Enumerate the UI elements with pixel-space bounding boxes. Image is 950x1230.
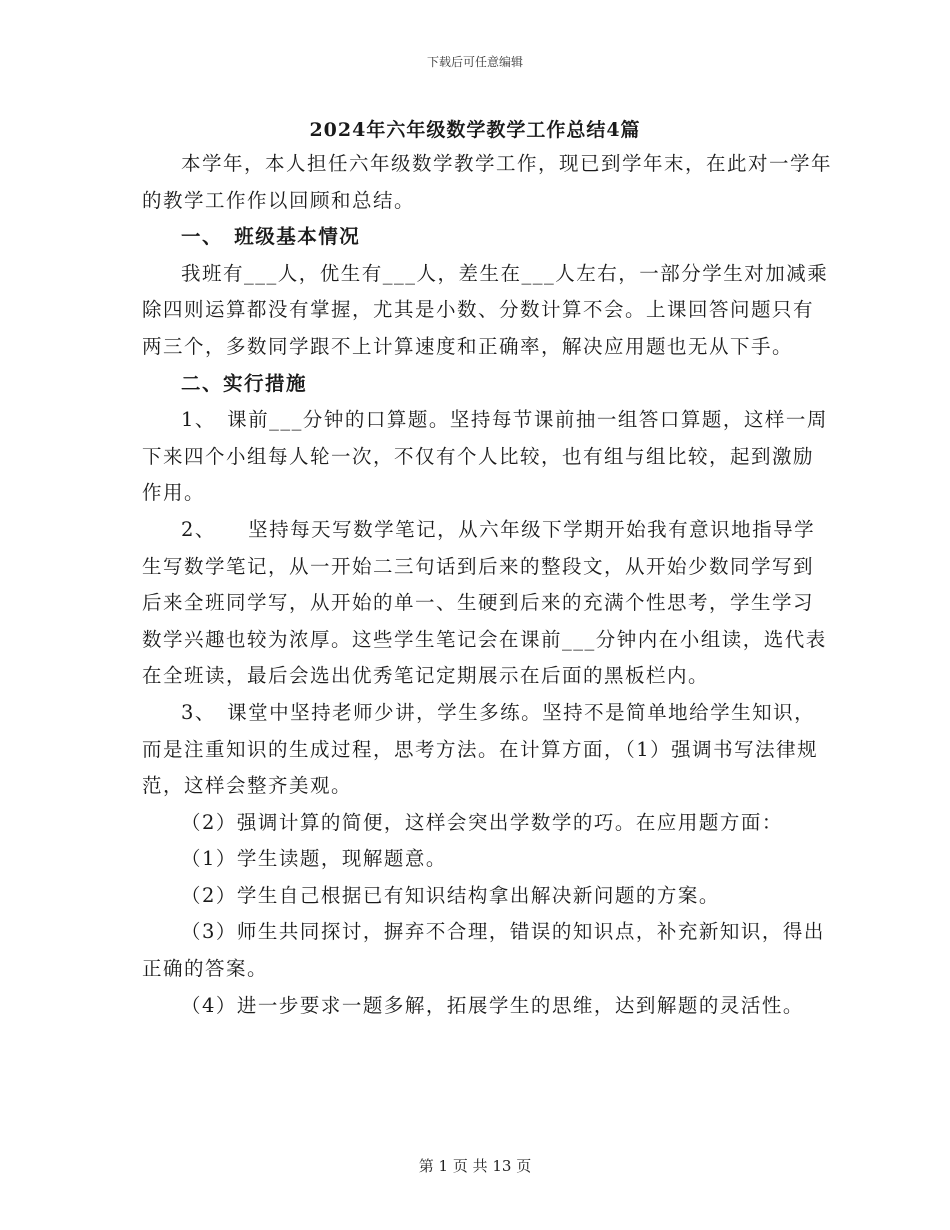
measure-2-paragraph: 2、 坚持每天写数学笔记，从六年级下学期开始我有意识地指导学生写数学笔记，从一开始二三句话到后来的整段文，从开始少数同学写到后来全班同学写，从开始的单一、生硬到后来的充满个性思考，学生学习数学兴趣也较为浓厚。这些学生笔记会在课前___分钟内在小组读，选代表在全班读，最后会选出优秀笔记定期展示在后面的黑板栏内。 [142, 517, 827, 688]
list-item-calc-simplicity: （2）强调计算的简便，这样会突出学数学的巧。在应用题方面： [181, 810, 783, 834]
list-item-multiple-solutions: （4）进一步要求一题多解，拓展学生的思维，达到解题的灵活性。 [181, 993, 804, 1017]
page-header-note: 下载后可任意编辑 [426, 55, 523, 69]
class-info-paragraph: 我班有___人，优生有___人，差生在___人左右，一部分学生对加减乘除四则运算都没有掌握，尤其是小数、分数计算不会。上课回答问题只有两三个，多数同学跟不上计算速度和正确率，解决应用题也无从下手。 [142, 261, 829, 358]
list-item-student-plan: （2）学生自己根据已有知识结构拿出解决新问题的方案。 [181, 883, 720, 907]
document-title: 2024年六年级数学教学工作总结4篇 [309, 119, 641, 141]
document-body [142, 146, 832, 1024]
list-item-read-problem: （1）学生读题，现解题意。 [181, 847, 447, 871]
page-number: 第 1 页 共 13 页 [418, 1157, 532, 1175]
section-heading-class-info: 一、 班级基本情况 [181, 225, 361, 249]
section-heading-measures: 二、实行措施 [181, 371, 308, 395]
list-item-joint-discussion: （3）师生共同探讨，摒弃不合理，错误的知识点，补充新知识，得出正确的答案。 [142, 920, 825, 981]
measure-3-paragraph: 3、 课堂中坚持老师少讲，学生多练。坚持不是简单地给学生知识，而是注重知识的生成过程，思考方法。在计算方面，（1）强调书写法律规范，这样会整齐美观。 [142, 700, 819, 798]
intro-paragraph: 本学年，本人担任六年级数学教学工作，现已到学年末，在此对一学年的教学工作作以回顾和总结。 [142, 152, 833, 212]
measure-1-paragraph: 1、 课前___分钟的口算题。坚持每节课前抽一组答口算题，这样一周下来四个小组每人轮一次，不仅有个人比较，也有组与组比较，起到激励作用。 [142, 408, 828, 505]
